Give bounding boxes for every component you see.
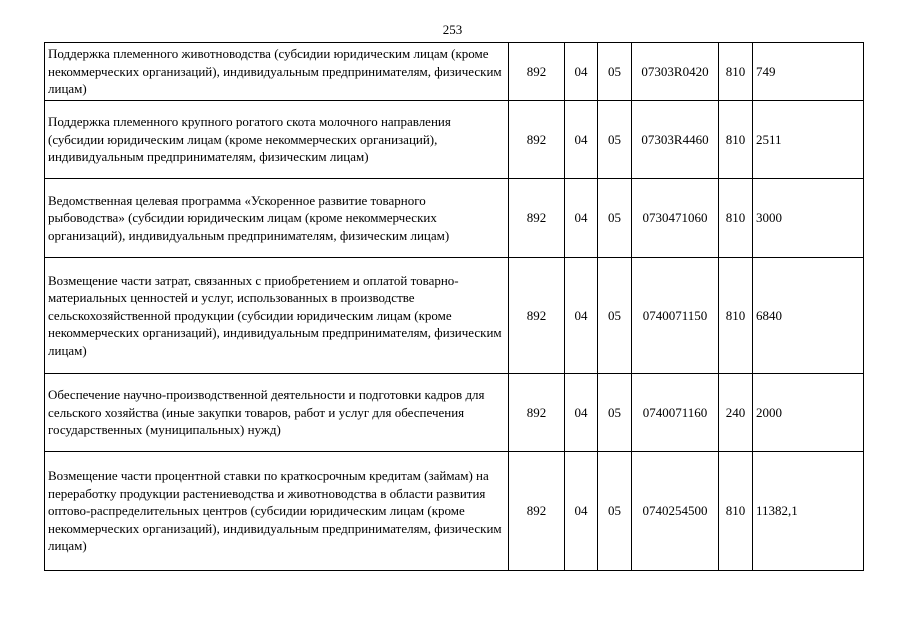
row-description: Возмещение части процентной ставки по краткосрочным кредитам (займам) на переработку продукции растениеводства и животноводства в области развития оптово-распределительных центров (субсидии юридическим лицам (кроме некоммерческих организаций), индивидуальным предпринимателям, физическим лицам) — [45, 452, 509, 571]
budget-table — [44, 42, 864, 571]
target-article-code: 07303R4460 — [632, 101, 719, 179]
table-row — [45, 258, 864, 374]
subsection-code: 05 — [598, 43, 632, 101]
amount-value: 2000 — [753, 374, 864, 452]
expense-type-code: 810 — [719, 179, 753, 258]
amount-value: 2511 — [753, 101, 864, 179]
amount-value: 749 — [753, 43, 864, 101]
subsection-code: 05 — [598, 374, 632, 452]
ministry-code: 892 — [509, 374, 565, 452]
table-row — [45, 43, 864, 101]
target-article-code: 07303R0420 — [632, 43, 719, 101]
amount-value: 3000 — [753, 179, 864, 258]
target-article-code: 0740254500 — [632, 452, 719, 571]
ministry-code: 892 — [509, 258, 565, 374]
section-code: 04 — [565, 452, 598, 571]
ministry-code: 892 — [509, 452, 565, 571]
expense-type-code: 810 — [719, 101, 753, 179]
section-code: 04 — [565, 43, 598, 101]
row-description: Поддержка племенного крупного рогатого скота молочного направления (субсидии юридическим лицам (кроме некоммерческих организаций), индивидуальным предпринимателям, физическим лицам) — [45, 101, 509, 179]
ministry-code: 892 — [509, 43, 565, 101]
row-description: Поддержка племенного животноводства (субсидии юридическим лицам (кроме некоммерческих организаций), индивидуальным предпринимателям, физическим лицам) — [45, 43, 509, 101]
expense-type-code: 240 — [719, 374, 753, 452]
subsection-code: 05 — [598, 179, 632, 258]
target-article-code: 0740071160 — [632, 374, 719, 452]
table-row — [45, 374, 864, 452]
subsection-code: 05 — [598, 258, 632, 374]
section-code: 04 — [565, 101, 598, 179]
row-description: Возмещение части затрат, связанных с приобретением и оплатой товарно-материальных ценностей и услуг, использованных в производстве сельскохозяйственной продукции (субсидии юридическим лицам (кроме некоммерческих организаций), индивидуальным предпринимателям, физическим лицам) — [45, 258, 509, 374]
subsection-code: 05 — [598, 452, 632, 571]
amount-value: 11382,1 — [753, 452, 864, 571]
amount-value: 6840 — [753, 258, 864, 374]
table-row — [45, 452, 864, 571]
expense-type-code: 810 — [719, 43, 753, 101]
section-code: 04 — [565, 179, 598, 258]
target-article-code: 0730471060 — [632, 179, 719, 258]
ministry-code: 892 — [509, 101, 565, 179]
expense-type-code: 810 — [719, 452, 753, 571]
row-description: Обеспечение научно-производственной деятельности и подготовки кадров для сельского хозяйства (иные закупки товаров, работ и услуг для обеспечения государственных (муниципальных) нужд) — [45, 374, 509, 452]
table-row — [45, 179, 864, 258]
section-code: 04 — [565, 258, 598, 374]
ministry-code: 892 — [509, 179, 565, 258]
target-article-code: 0740071150 — [632, 258, 719, 374]
subsection-code: 05 — [598, 101, 632, 179]
section-code: 04 — [565, 374, 598, 452]
row-description: Ведомственная целевая программа «Ускоренное развитие товарного рыбоводства» (субсидии юридическим лицам (кроме некоммерческих организаций), индивидуальным предпринимателям, физическим лицам) — [45, 179, 509, 258]
page-number: 253 — [442, 22, 463, 37]
table-row — [45, 101, 864, 179]
expense-type-code: 810 — [719, 258, 753, 374]
